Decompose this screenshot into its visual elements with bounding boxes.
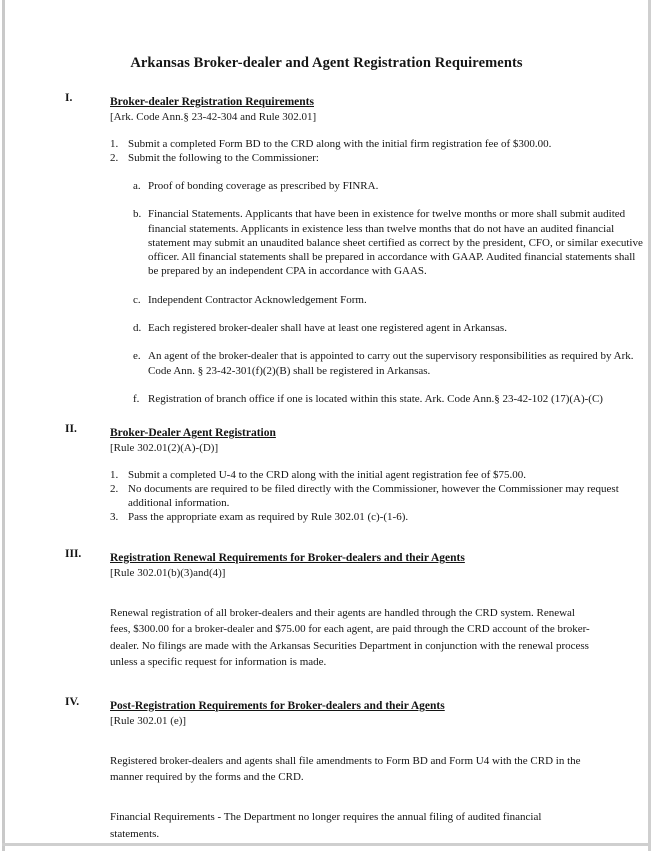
section-iii [5,548,648,670]
page-bottom-edge [2,843,651,846]
list-text: Proof of bonding coverage as prescribed by FINRA. [148,179,379,192]
list-marker: e. [133,350,141,363]
list-marker: 3. [110,511,119,524]
list-marker: b. [133,208,142,221]
page-title: Arkansas Broker-dealer and Agent Registration Requirements [130,55,523,71]
section-i-numeral: I. [65,92,73,104]
list-item [5,179,648,193]
list-text: Submit the following to the Commissioner: [128,151,319,164]
section-ii [5,423,648,524]
section-ii-citation: [Rule 302.01(2)(A)-(D)] [110,442,219,455]
section-i-numbered-list [5,137,648,165]
list-marker: d. [133,321,142,334]
list-text: Financial Statements. Applicants that have been in existence for twelve months or more shall submit audited financial statements. Applicants in existence less than twelve months that do not have an audited financial statement may submit an unaudited balance sheet certified as correct by the president, CFO, or similar executive officer. All financial statements shall be prepared in accordance with GAAP. Audited financial statements shall be prepared by an independent CPA in accordance with GAAS. [148,208,643,278]
section-iv-paragraph-1: Registered broker-dealers and agents shall file amendments to Form BD and Form U4 with the CRD in the manner required by the forms and the CRD. [110,754,581,784]
list-marker: 2. [110,483,119,495]
section-iii-title: Registration Renewal Requirements for Broker-dealers and their Agents [110,552,465,565]
list-item [5,151,648,165]
section-i [5,92,648,406]
section-iii-paragraph: Renewal registration of all broker-dealers and their agents are handled through the CRD system. Renewal fees, $300.00 for a broker-dealer and $75.00 for each agent, are paid through the CRD account of the broker-dealer. No filings are made with the Arkansas Securities Department in conjunction with the renewal process unless a specific request for information is made. [110,606,590,668]
section-iii-heading [5,548,648,566]
document-page [5,0,648,843]
list-text: Registration of branch office if one is located within this state. Ark. Code Ann.§ 23-42-102 (17)(A)-(C) [148,392,603,405]
section-i-title: Broker-dealer Registration Requirements [110,96,314,108]
list-item [5,482,648,510]
list-text: An agent of the broker-dealer that is appointed to carry out the supervisory responsibilities as required by Ark. Code Ann. § 23-42-301(f)(2)(B) shall be registered in Arkansas. [148,350,634,377]
list-text: Submit a completed Form BD to the CRD along with the initial firm registration fee of $300.00. [128,137,552,150]
list-text: No documents are required to be filed directly with the Commissioner, however the Commissioner may request additional information. [128,483,619,510]
list-marker: 2. [110,151,119,164]
page-right-edge [648,0,651,851]
section-iv-citation: [Rule 302.01 (e)] [110,715,187,728]
section-iv-title: Post-Registration Requirements for Broker-dealers and their Agents [110,700,445,713]
section-ii-heading [5,423,648,441]
section-ii-numeral: II. [65,423,77,436]
list-marker: a. [133,179,141,192]
list-text: Independent Contractor Acknowledgement Form. [148,293,367,306]
list-item [5,510,648,524]
list-marker: 1. [110,137,119,150]
list-item [5,468,648,482]
list-marker: f. [133,392,140,405]
section-i-heading [5,92,648,110]
section-ii-title: Broker-Dealer Agent Registration [110,427,276,440]
list-item [5,392,648,406]
list-item [5,349,648,378]
section-i-alpha-list [5,179,648,406]
list-marker: 1. [110,468,119,481]
section-iii-numeral: III. [65,548,82,561]
list-item [5,321,648,335]
section-ii-numbered-list [5,468,648,524]
list-marker: c. [133,293,141,306]
section-iii-citation: [Rule 302.01(b)(3)and(4)] [110,567,226,580]
list-text: Each registered broker-dealer shall have at least one registered agent in Arkansas. [148,321,507,334]
section-iv-heading [5,696,648,714]
section-iv-paragraph-2: Financial Requirements - The Department no longer requires the annual filing of audited financial statements. [110,811,542,840]
list-item [5,207,648,278]
section-iv-numeral: IV. [65,696,80,709]
list-item [5,293,648,307]
section-iv [5,696,648,842]
list-item [5,137,648,151]
list-text: Pass the appropriate exam as required by Rule 302.01 (c)-(1-6). [128,511,409,524]
list-text: Submit a completed U-4 to the CRD along with the initial agent registration fee of $75.00. [128,468,527,481]
section-i-citation: [Ark. Code Ann.§ 23-42-304 and Rule 302.01] [110,111,317,123]
